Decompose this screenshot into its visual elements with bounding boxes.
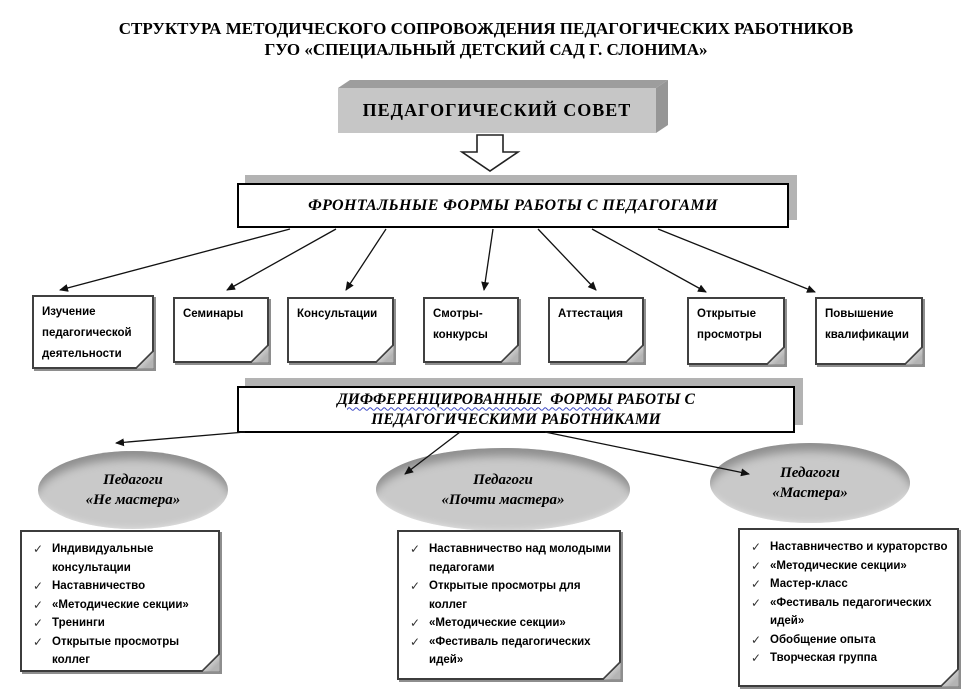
list-item (409, 633, 617, 670)
title-line-1: СТРУКТУРА МЕТОДИЧЕСКОГО СОПРОВОЖДЕНИЯ ПЕДАГОГИЧЕСКИХ РАБОТНИКОВ (118, 19, 854, 38)
list-item-text: Наставничество (52, 580, 146, 592)
form-box-label: Консультации (297, 308, 378, 320)
checkmark-icon: ✓ (33, 616, 44, 630)
group-ellipse-not-masters (38, 451, 228, 529)
group-name-line-2: «Почти мастера» (441, 491, 565, 508)
group-name-line-1: Педагоги (780, 465, 840, 481)
checklist (740, 530, 957, 668)
group-name-line-2: «Мастера» (772, 485, 848, 501)
form-box-study-of-pedagogical-activity (32, 295, 154, 369)
frontal-forms-label: ФРОНТАЛЬНЫЕ ФОРМЫ РАБОТЫ С ПЕДАГОГАМИ (308, 196, 718, 214)
list-item-text: «Методические секции» (770, 559, 907, 572)
checkmark-icon: ✓ (410, 542, 421, 556)
list-item (750, 649, 955, 668)
checkmark-icon: ✓ (410, 616, 421, 630)
list-item (32, 577, 216, 596)
differentiated-forms-line-1 (337, 390, 695, 410)
group-name-line-2: «Не мастера» (85, 492, 181, 508)
list-item-text: Индивидуальные консультации (52, 543, 154, 574)
list-item-text: Творческая группа (770, 652, 877, 664)
form-box-label: Повышение квалификации (825, 308, 909, 341)
frontal-forms-box (237, 183, 789, 228)
form-box-label: Изучение педагогической деятельности (42, 306, 132, 360)
group-name-line-1: Педагоги (473, 471, 533, 488)
checkmark-icon: ✓ (751, 540, 762, 554)
differentiated-forms-wavy-text: ДИФФЕРЕНЦИРОВАННЫЕ ФОРМЫ (337, 390, 613, 408)
list-item (32, 614, 216, 633)
folded-corner-icon (624, 343, 644, 363)
form-box-label: Семинары (183, 308, 244, 320)
list-item (409, 577, 617, 614)
list-item (750, 538, 955, 557)
list-item-text: «Методические секции» (52, 598, 189, 611)
form-box-consultations (287, 297, 394, 363)
flow-arrow (227, 229, 336, 290)
checklist (22, 532, 218, 670)
checkmark-icon: ✓ (33, 634, 44, 649)
list-item-text: «Методические секции» (429, 617, 566, 629)
form-box-seminars (173, 297, 269, 363)
checkmark-icon: ✓ (33, 579, 44, 593)
list-item-text: Открытые просмотры коллег (52, 635, 180, 666)
folded-corner-icon (249, 343, 269, 363)
list-item (409, 614, 617, 633)
list-masters (738, 528, 959, 687)
down-arrow-icon (462, 135, 518, 171)
list-item (750, 594, 955, 631)
form-box-attestation (548, 297, 644, 363)
flow-arrow (658, 229, 815, 292)
checkmark-icon: ✓ (751, 558, 762, 573)
checkmark-icon: ✓ (410, 579, 421, 593)
folded-corner-icon (374, 343, 394, 363)
folded-corner-icon (134, 349, 154, 369)
list-item (750, 575, 955, 594)
list-item-text: Мастер-класс (770, 578, 848, 590)
checkmark-icon: ✓ (33, 597, 44, 612)
diagram-title (0, 18, 972, 60)
list-item (750, 631, 955, 650)
list-item (32, 540, 216, 577)
pedagogical-council-label: ПЕДАГОГИЧЕСКИЙ СОВЕТ (362, 100, 632, 120)
list-almost-masters (397, 530, 621, 680)
checkmark-icon: ✓ (751, 577, 762, 591)
checkmark-icon: ✓ (751, 595, 762, 610)
list-item-text: Открытые просмотры для коллег (429, 580, 581, 611)
flow-arrow (538, 229, 596, 290)
form-box-contests (423, 297, 519, 363)
form-box-label: Аттестация (558, 308, 623, 320)
group-ellipse-masters (710, 443, 910, 523)
form-box-label: Открытые просмотры (697, 308, 762, 341)
list-item (32, 596, 216, 615)
differentiated-forms-rest-text: РАБОТЫ С (616, 390, 695, 408)
list-item (750, 557, 955, 576)
flow-arrow (592, 229, 706, 292)
list-item-text: «Фестиваль педагогических идей» (429, 635, 591, 666)
form-box-open-viewings (687, 297, 785, 365)
folded-corner-icon (200, 652, 220, 672)
folded-corner-icon (903, 345, 923, 365)
checkmark-icon: ✓ (410, 634, 421, 649)
checkmark-icon: ✓ (33, 542, 44, 556)
list-item-text: Тренинги (52, 617, 105, 629)
folded-corner-icon (939, 667, 959, 687)
differentiated-forms-box (237, 386, 795, 433)
list-item (409, 540, 617, 577)
form-box-label: Смотры-конкурсы (433, 308, 488, 341)
group-ellipse-almost-masters (376, 448, 630, 531)
list-not-masters (20, 530, 220, 672)
list-item (32, 633, 216, 670)
group-name-line-1: Педагоги (103, 472, 163, 488)
checklist (399, 532, 619, 670)
form-box-qualification-upgrade (815, 297, 923, 365)
list-item-text: «Фестиваль педагогических идей» (770, 596, 932, 627)
list-item-text: Обобщение опыта (770, 633, 876, 646)
list-item-text: Наставничество и кураторство (770, 541, 948, 553)
folded-corner-icon (499, 343, 519, 363)
flow-arrow (346, 229, 386, 290)
list-item-text: Наставничество над молодыми педагогами (429, 543, 611, 574)
flow-arrow (484, 229, 493, 290)
flow-arrow (60, 229, 290, 290)
title-line-2: ГУО «СПЕЦИАЛЬНЫЙ ДЕТСКИЙ САД Г. СЛОНИМА» (264, 40, 708, 59)
checkmark-icon: ✓ (751, 651, 762, 665)
checkmark-icon: ✓ (751, 632, 762, 647)
folded-corner-icon (765, 345, 785, 365)
differentiated-forms-line-2: ПЕДАГОГИЧЕСКИМИ РАБОТНИКАМИ (371, 410, 661, 428)
flow-arrow (116, 432, 245, 443)
folded-corner-icon (601, 660, 621, 680)
pedagogical-council-box (338, 88, 656, 133)
